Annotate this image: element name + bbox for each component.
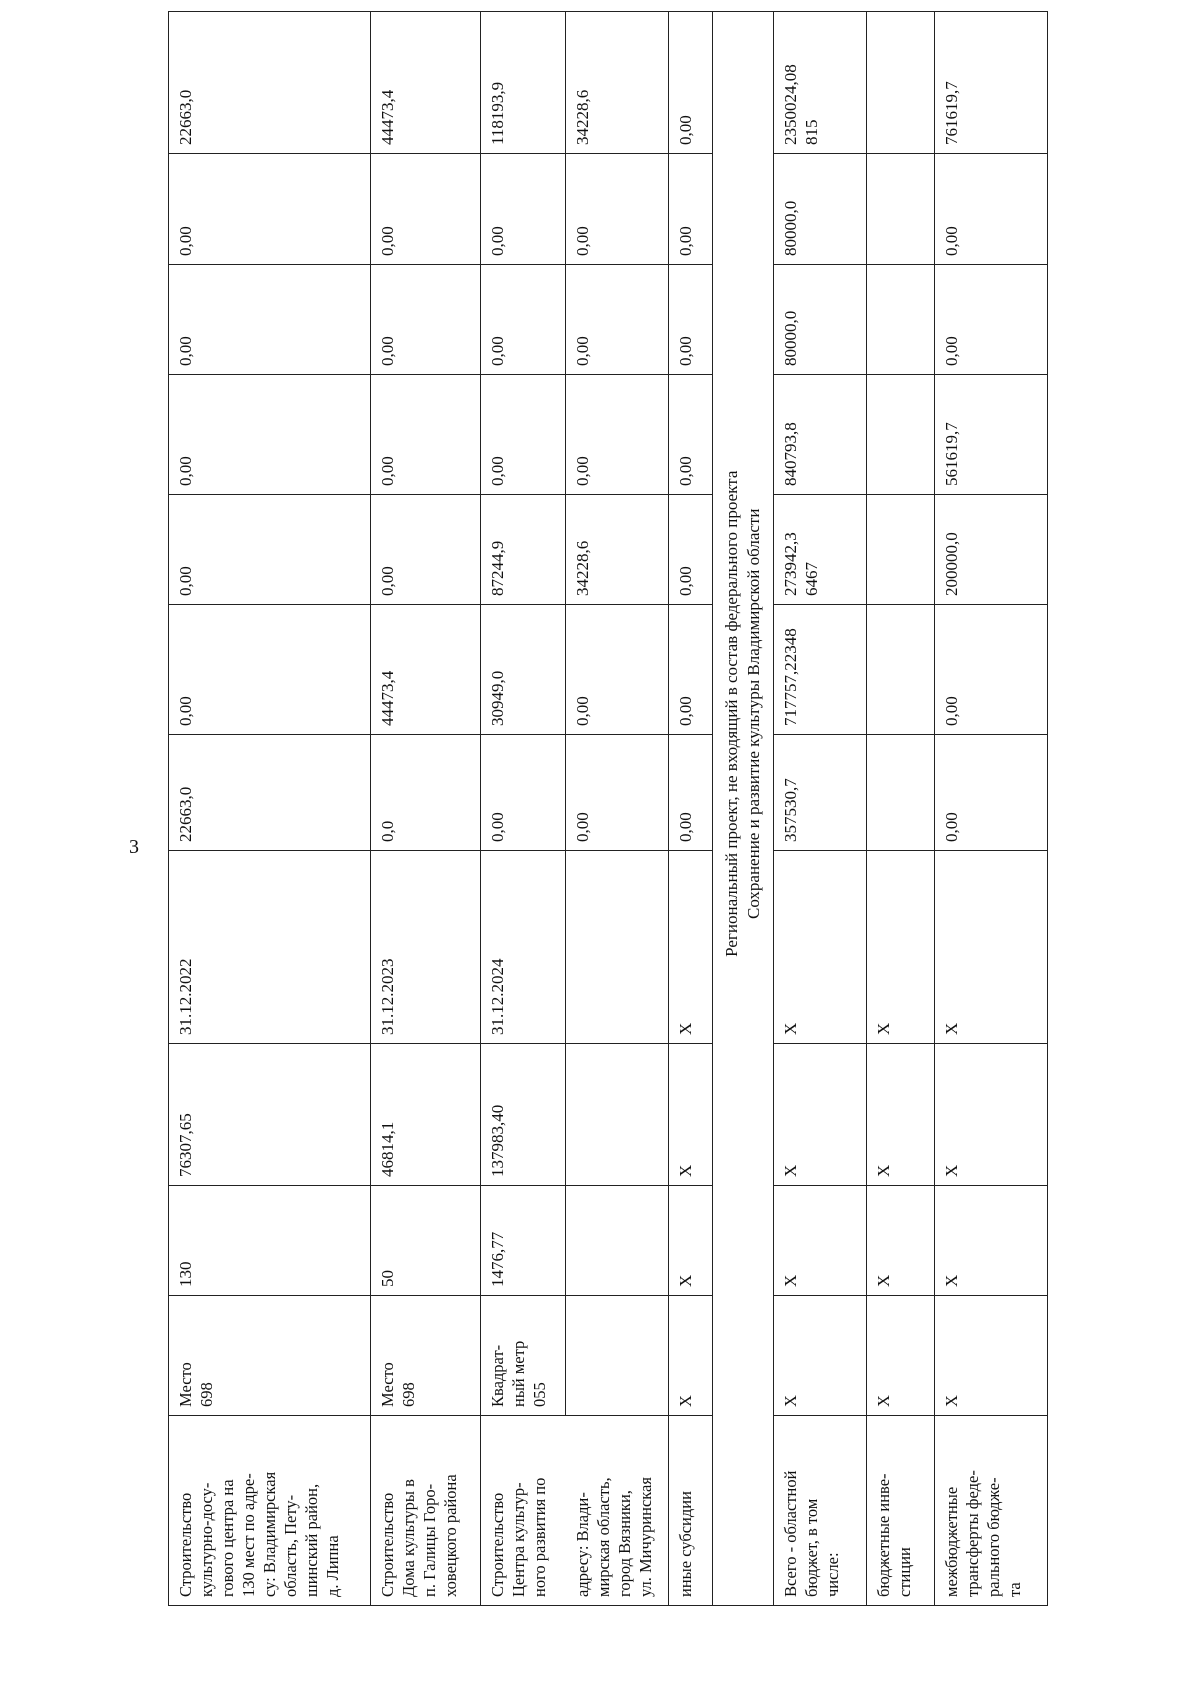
name-cell: бюджетные инве- стиции	[867, 1416, 935, 1606]
date-cell	[566, 851, 669, 1044]
capacity-cell: X	[668, 1186, 713, 1296]
capacity-cell: 1476,77	[481, 1186, 566, 1296]
year-4-cell: 0,00	[566, 375, 669, 495]
cost-cell: 46814,1	[370, 1044, 480, 1186]
year-5-cell	[867, 265, 935, 375]
unit-cell: Место 698	[370, 1296, 480, 1416]
name-cell: иные субсидии	[668, 1416, 713, 1606]
capacity-cell: X	[867, 1186, 935, 1296]
total-cell: 118193,9	[481, 12, 566, 154]
year-1-cell: 0,00	[566, 735, 669, 851]
year-2-cell: 0,00	[169, 605, 371, 735]
year-4-cell: 561619,7	[935, 375, 1048, 495]
year-1-cell: 0,00	[668, 735, 713, 851]
date-cell: 31.12.2022	[169, 851, 371, 1044]
total-cell: 44473,4	[370, 12, 480, 154]
year-5-cell: 0,00	[169, 265, 371, 375]
name-cell: межбюджетные трансферты феде- рального бюдже- та	[935, 1416, 1048, 1606]
budget-table	[168, 11, 1048, 1606]
unit-cell: Квадрат- ный метр 055	[481, 1296, 566, 1416]
table-row	[668, 12, 713, 1606]
year-3-cell: 87244,9	[481, 495, 566, 605]
year-6-cell: 0,00	[481, 154, 566, 265]
year-5-cell: 80000,0	[773, 265, 866, 375]
total-cell: 22663,0	[169, 12, 371, 154]
date-cell: X	[867, 851, 935, 1044]
year-2-cell: 30949,0	[481, 605, 566, 735]
year-2-cell	[867, 605, 935, 735]
date-cell: X	[668, 851, 713, 1044]
total-cell: 34228,6	[566, 12, 669, 154]
budget-table-rotated	[168, 64, 1048, 1606]
total-cell: 2350024,08 815	[773, 12, 866, 154]
total-cell: 761619,7	[935, 12, 1048, 154]
year-5-cell: 0,00	[668, 265, 713, 375]
capacity-cell: 50	[370, 1186, 480, 1296]
year-6-cell: 0,00	[566, 154, 669, 265]
unit-cell: X	[773, 1296, 866, 1416]
year-2-cell: 0,00	[935, 605, 1048, 735]
capacity-cell: X	[773, 1186, 866, 1296]
year-3-cell: 273942,3 6467	[773, 495, 866, 605]
name-cell: Строительство Центра культур- ного развития по	[481, 1416, 566, 1606]
cost-cell: X	[867, 1044, 935, 1186]
year-2-cell: 44473,4	[370, 605, 480, 735]
unit-cell: X	[867, 1296, 935, 1416]
cost-cell: X	[935, 1044, 1048, 1186]
section-header: Региональный проект, не входящий в состав федерального проекта Сохранение и развитие культуры Владимирской области	[713, 12, 774, 1416]
table-row	[370, 12, 480, 1606]
date-cell: X	[935, 851, 1048, 1044]
capacity-cell	[566, 1186, 669, 1296]
date-cell: 31.12.2023	[370, 851, 480, 1044]
name-cell: Строительство культурно-досу- гового центра на 130 мест по адре- су: Владимирская область, Пету- шинский район, д. Липна	[169, 1416, 371, 1606]
cost-cell: X	[668, 1044, 713, 1186]
year-6-cell: 0,00	[935, 154, 1048, 265]
section-header-empty	[713, 1416, 774, 1606]
year-1-cell	[867, 735, 935, 851]
year-5-cell: 0,00	[370, 265, 480, 375]
year-3-cell: 34228,6	[566, 495, 669, 605]
unit-cell: Место 698	[169, 1296, 371, 1416]
year-2-cell: 717757,22348	[773, 605, 866, 735]
section-header-row	[713, 12, 774, 1606]
capacity-cell: X	[935, 1186, 1048, 1296]
table-row	[867, 12, 935, 1606]
year-6-cell: 0,00	[668, 154, 713, 265]
year-6-cell: 80000,0	[773, 154, 866, 265]
cost-cell	[566, 1044, 669, 1186]
year-3-cell: 0,00	[169, 495, 371, 605]
year-6-cell: 0,00	[370, 154, 480, 265]
name-cell: адресу: Влади- мирская область, город Вязники, ул. Мичуринская	[566, 1416, 669, 1606]
year-3-cell: 0,00	[370, 495, 480, 605]
year-5-cell: 0,00	[566, 265, 669, 375]
cost-cell: 76307,65	[169, 1044, 371, 1186]
table-row	[481, 12, 566, 1606]
unit-cell	[566, 1296, 669, 1416]
table-row	[169, 12, 371, 1606]
unit-cell: X	[935, 1296, 1048, 1416]
year-3-cell: 200000,0	[935, 495, 1048, 605]
year-1-cell: 0,00	[481, 735, 566, 851]
cost-cell: 137983,40	[481, 1044, 566, 1186]
year-4-cell: 0,00	[668, 375, 713, 495]
year-4-cell: 0,00	[169, 375, 371, 495]
name-cell: Строительство Дома культуры в п. Галицы Горо- ховецкого района	[370, 1416, 480, 1606]
year-4-cell: 0,00	[370, 375, 480, 495]
year-4-cell: 0,00	[481, 375, 566, 495]
year-1-cell: 0,00	[935, 735, 1048, 851]
year-4-cell: 840793,8	[773, 375, 866, 495]
year-3-cell	[867, 495, 935, 605]
year-6-cell: 0,00	[169, 154, 371, 265]
year-1-cell: 357530,7	[773, 735, 866, 851]
page-number: 3	[129, 836, 139, 858]
unit-cell: X	[668, 1296, 713, 1416]
date-cell: 31.12.2024	[481, 851, 566, 1044]
name-cell: Всего - областной бюджет, в том числе:	[773, 1416, 866, 1606]
year-3-cell: 0,00	[668, 495, 713, 605]
capacity-cell: 130	[169, 1186, 371, 1296]
year-6-cell	[867, 154, 935, 265]
table-row	[935, 12, 1048, 1606]
table-row	[773, 12, 866, 1606]
total-cell	[867, 12, 935, 154]
year-1-cell: 0,0	[370, 735, 480, 851]
cost-cell: X	[773, 1044, 866, 1186]
table-row	[566, 12, 669, 1606]
year-5-cell: 0,00	[935, 265, 1048, 375]
year-2-cell: 0,00	[668, 605, 713, 735]
date-cell: X	[773, 851, 866, 1044]
year-1-cell: 22663,0	[169, 735, 371, 851]
year-4-cell	[867, 375, 935, 495]
year-2-cell: 0,00	[566, 605, 669, 735]
year-5-cell: 0,00	[481, 265, 566, 375]
total-cell: 0,00	[668, 12, 713, 154]
